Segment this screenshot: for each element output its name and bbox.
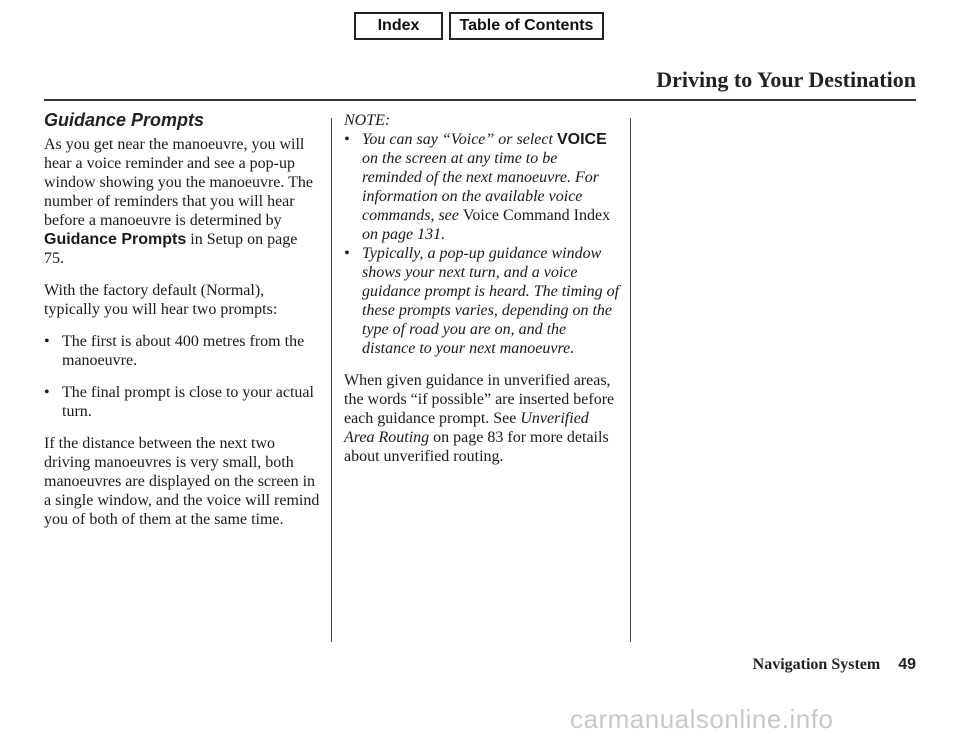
header-rule <box>44 99 916 101</box>
index-button[interactable]: Index <box>354 12 443 40</box>
footer-label: Navigation System <box>752 656 881 673</box>
list-item: • You can say “Voice” or select VOICE on the screen at any time to be reminded of the next manoeuvre. For information on the available voice commands, see Voice Command Index on page 131. <box>344 131 611 243</box>
list-item: • The first is about 400 metres from the manoeuvre. <box>44 333 305 369</box>
column-divider-right <box>630 118 631 642</box>
page-number: 49 <box>898 656 916 673</box>
unverified-routing-reference: Unverified Area Routing <box>344 410 589 446</box>
voice-command-index-link: Voice Command Index <box>462 207 611 224</box>
distance-paragraph: If the distance between the next two driving manoeuvres is very small, both manoeuvres are displayed on the screen in a single window, and the voice will remind you of both of them at the same time. <box>44 435 320 528</box>
page-footer <box>753 656 916 674</box>
left-column <box>44 111 320 542</box>
intro-paragraph: As you get near the manoeuvre, you will hear a voice reminder and see a pop-up window showing you the manoeuvre. The number of reminders that you will hear before a manoeuvre is determined by Guidance Prompts in Setup on page 75. <box>44 136 313 267</box>
guidance-prompts-heading: Guidance Prompts <box>44 110 205 130</box>
right-column <box>344 111 620 479</box>
column-divider-left <box>331 118 332 642</box>
note-label: NOTE: <box>344 112 391 129</box>
list-item: • The final prompt is close to your actual turn. <box>44 384 314 420</box>
watermark: carmanualsonline.info <box>570 704 834 734</box>
guidance-prompts-setting: Guidance Prompts <box>44 231 187 248</box>
default-paragraph: With the factory default (Normal), typically you will hear two prompts: <box>44 282 278 318</box>
unverified-paragraph: When given guidance in unverified areas, the words “if possible” are inserted before each guidance prompt. See Unverified Area Routing on page 83 for more details about unverified routing. <box>344 372 615 465</box>
list-item: • Typically, a pop-up guidance window shows your next turn, and a voice guidance prompt is heard. The timing of these prompts varies, depending on the type of road you are on, and the distance to your next manoeuvre. <box>344 245 620 357</box>
section-title: Driving to Your Destination <box>656 67 916 92</box>
voice-setting: VOICE <box>556 131 607 148</box>
table-of-contents-button[interactable]: Table of Contents <box>449 12 604 40</box>
note-list <box>344 130 620 358</box>
